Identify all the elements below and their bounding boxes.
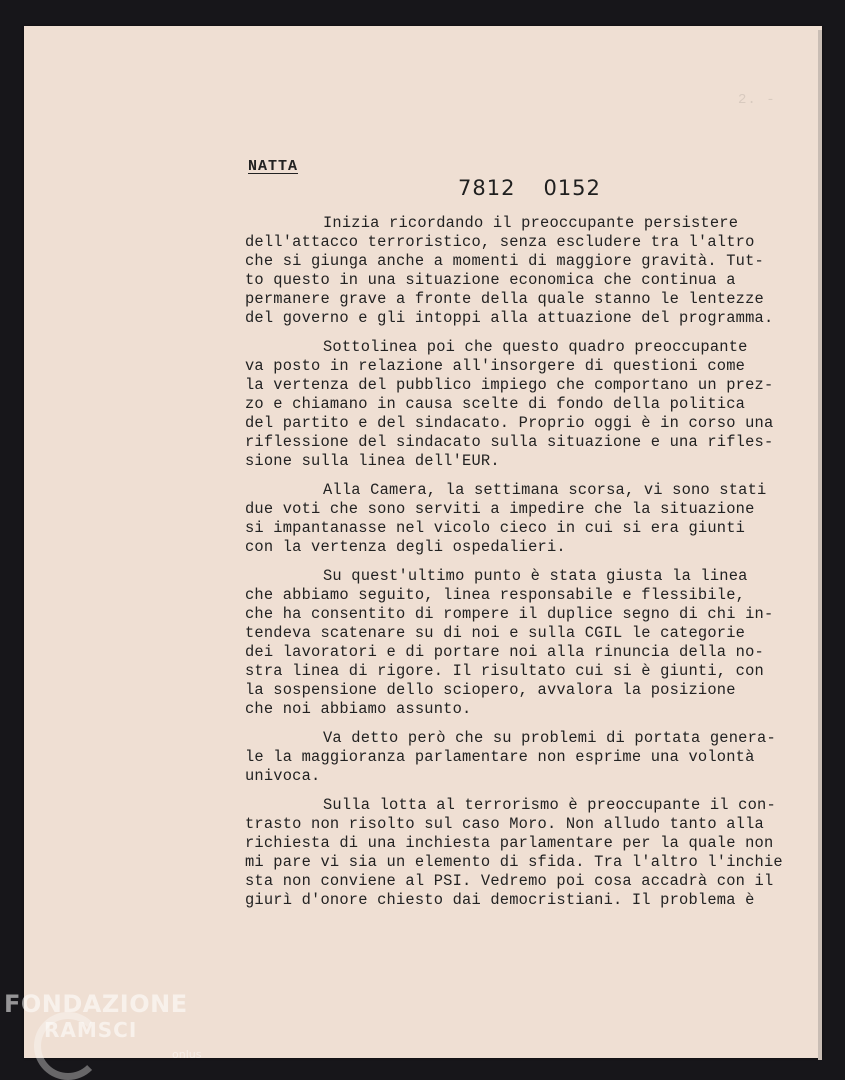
text-line: si impantanasse nel vicolo cieco in cui si era giunti (245, 519, 746, 537)
text-line: che si giunga anche a momenti di maggiore gravità. Tut- (245, 252, 764, 270)
text-line: Va detto però che su problemi di portata genera- (323, 729, 776, 747)
text-line: dell'attacco terroristico, senza escludere tra l'altro (245, 233, 755, 251)
text-line: univoca. (245, 767, 321, 785)
text-line: che noi abbiamo assunto. (245, 700, 472, 718)
text-line: mi pare vi sia un elemento di sfida. Tra l'altro l'inchie (245, 853, 783, 871)
archive-code-part: 0152 (543, 176, 601, 200)
text-line: che abbiamo seguito, linea responsabile e flessibile, (245, 586, 746, 604)
text-line: due voti che sono serviti a impedire che la situazione (245, 500, 755, 518)
text-line: Alla Camera, la settimana scorsa, vi sono stati (323, 481, 767, 499)
text-line: con la vertenza degli ospedalieri. (245, 538, 566, 556)
text-line: del partito e del sindacato. Proprio oggi è in corso una (245, 414, 774, 432)
text-line: Su quest'ultimo punto è stata giusta la linea (323, 567, 748, 585)
text-line: del governo e gli intoppi alla attuazione del programma. (245, 309, 774, 327)
text-line: sione sulla linea dell'EUR. (245, 452, 500, 470)
paragraph (245, 214, 793, 328)
text-line: la vertenza del pubblico impiego che comportano un prez- (245, 376, 774, 394)
text-line: riflessione del sindacato sulla situazione e una rifles- (245, 433, 774, 451)
g-logo-icon (34, 1012, 102, 1080)
text-line: stra linea di rigore. Il risultato cui si è giunti, con (245, 662, 764, 680)
text-line: dei lavoratori e di portare noi alla rinuncia della no- (245, 643, 764, 661)
watermark-title: FONDAZIONE (4, 990, 188, 1018)
text-line: richiesta di una inchiesta parlamentare per la quale non (245, 834, 774, 852)
text-line: tendeva scatenare su di noi e sulla CGIL le categorie (245, 624, 746, 642)
paragraph (245, 338, 793, 471)
text-line: la sospensione dello sciopero, avvalora la posizione (245, 681, 736, 699)
paragraph (245, 796, 793, 910)
text-line: permanere grave a fronte della quale stanno le lentezze (245, 290, 764, 308)
fondazione-gramsci-watermark (4, 990, 202, 1061)
watermark-subtitle: RAMSCI (44, 1018, 138, 1042)
text-line: che ha consentito di rompere il duplice segno di chi in- (245, 605, 774, 623)
paragraph (245, 729, 793, 786)
text-line: giurì d'onore chiesto dai democristiani. Il problema è (245, 891, 755, 909)
text-line: va posto in relazione all'insorgere di questioni come (245, 357, 746, 375)
author-heading: NATTA (248, 158, 299, 175)
text-line: trasto non risolto sul caso Moro. Non alludo tanto alla (245, 815, 764, 833)
paragraph (245, 567, 793, 719)
text-line: Inizia ricordando il preoccupante persistere (323, 214, 739, 232)
text-line: le la maggioranza parlamentare non esprime una volontà (245, 748, 755, 766)
archive-code-part: 7812 (458, 176, 516, 200)
watermark-onlus: onlus (172, 1048, 202, 1061)
text-line: Sulla lotta al terrorismo è preoccupante il con- (323, 796, 776, 814)
text-line: zo e chiamano in causa scelte di fondo della politica (245, 395, 746, 413)
text-line: to questo in una situazione economica che continua a (245, 271, 736, 289)
paragraph (245, 481, 793, 557)
page-number: 2. - (738, 92, 776, 108)
page-edge (818, 30, 822, 1060)
archive-code (458, 176, 629, 200)
document-body (245, 214, 793, 920)
text-line: sta non conviene al PSI. Vedremo poi cosa accadrà con il (245, 872, 774, 890)
text-line: Sottolinea poi che questo quadro preoccupante (323, 338, 748, 356)
